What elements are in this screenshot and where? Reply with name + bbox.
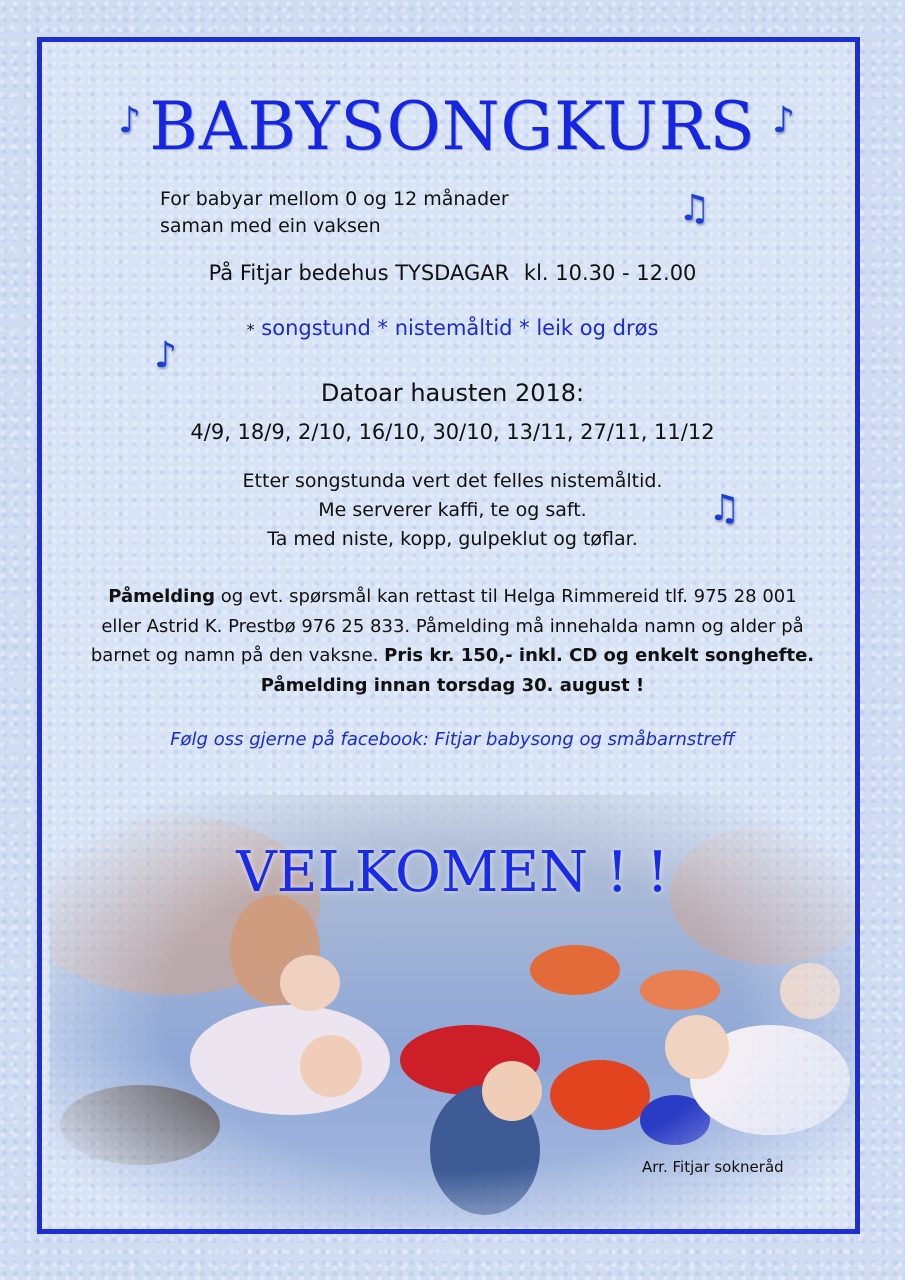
music-note-icon: ♫ [678,188,711,229]
place-line [0,261,905,285]
time: kl. 10.30 - 12.00 [523,261,697,285]
organizer-credit: Arr. Fitjar sokneråd [642,1158,784,1176]
registration-bold: Påmelding [108,586,216,607]
subtitle-line: saman med ein vaksen [160,215,381,237]
dates-list: 4/9, 18/9, 2/10, 16/10, 30/10, 13/11, 27/11, 11/12 [190,420,715,444]
registration-body: og evt. spørsmål kan rettast til Helga Rimmereid tlf. 975 28 001 eller Astrid K. Prestbø 976 25 833. Påmelding må innehalda namn og alder på barnet og namn på den vaksne. [90,586,804,666]
music-note-icon: ♪ [154,335,177,376]
poster-title: BABYSONGKURS [149,88,756,165]
music-note-icon: ♪ [118,100,141,141]
welcome-text: VELKOMEN ! ! [236,840,669,905]
music-note-icon: ♫ [708,488,741,529]
place: På Fitjar bedehus TYSDAGAR [208,261,510,285]
activities: songstund * nistemåltid * leik og drøs [261,316,659,340]
info-block [0,467,905,554]
subtitle-line: For babyar mellom 0 og 12 månader [160,188,509,210]
registration-text [90,582,815,700]
music-note-icon: ♪ [772,100,795,141]
info-line: Ta med niste, kopp, gulpeklut og tøflar. [267,528,638,550]
activities-line [0,316,905,340]
activities-star: * [246,320,255,339]
registration-price: Pris kr. 150,- inkl. CD og enkelt songhefte. Påmelding innan torsdag 30. august ! [260,645,815,696]
info-line: Me serverer kaffi, te og saft. [318,499,587,521]
dates-heading: Datoar hausten 2018: [320,379,585,407]
info-line: Etter songstunda vert det felles nistemåltid. [242,470,663,492]
subtitle [160,186,600,240]
facebook-note: Følg oss gjerne på facebook: Fitjar babysong og småbarnstreff [170,729,735,750]
